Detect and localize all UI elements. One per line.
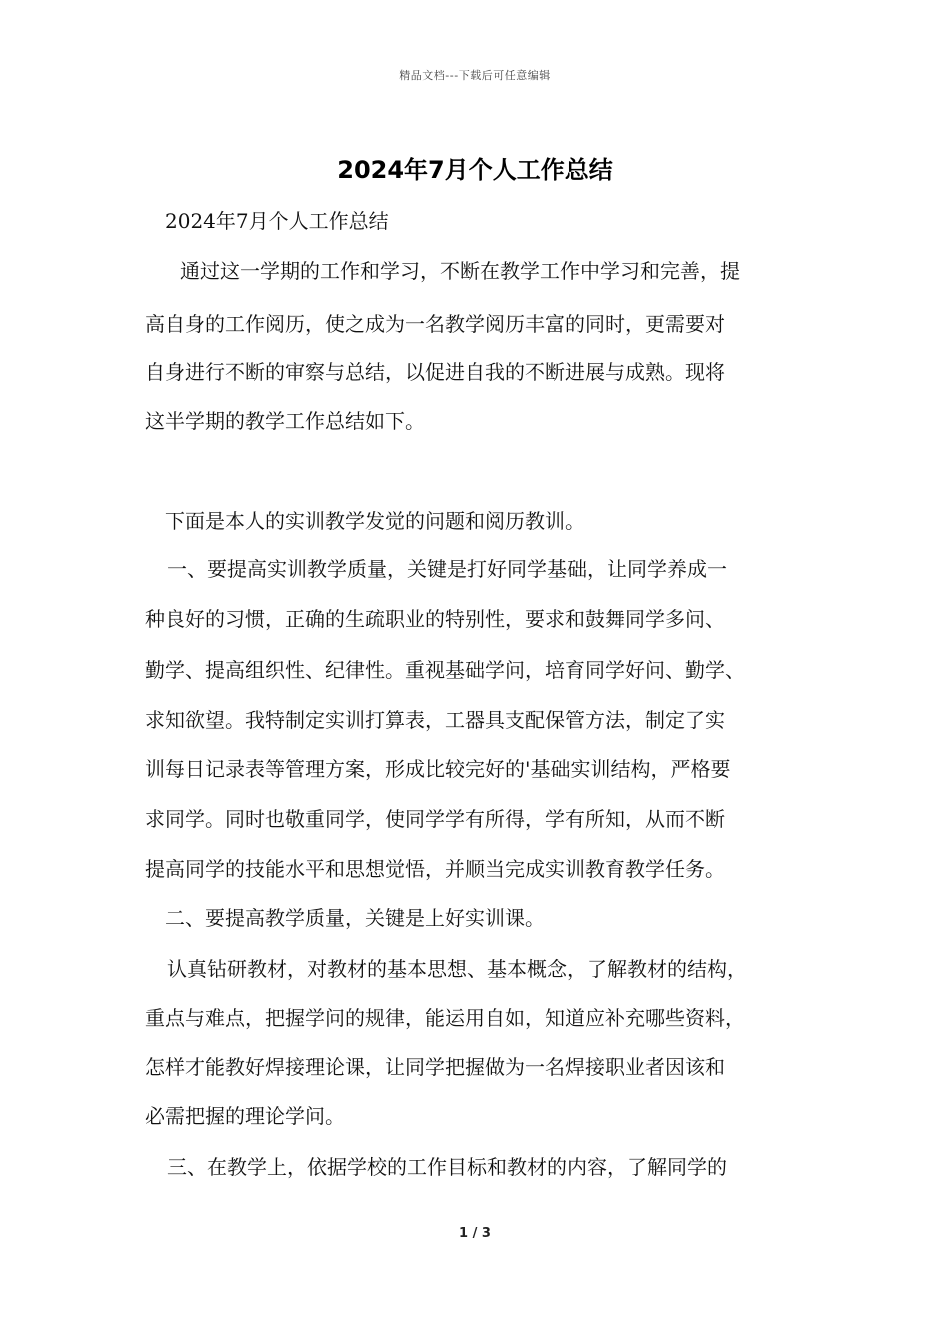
paragraph-line: 重点与难点，把握学问的规律，能运用自如，知道应补充哪些资料， (145, 1006, 745, 1030)
paragraph-line: 怎样才能教好焊接理论课，让同学把握做为一名焊接职业者因该和 (145, 1055, 725, 1079)
paragraph-line: 必需把握的理论学问。 (145, 1104, 345, 1128)
paragraph-line: 认真钻研教材，对教材的基本思想、基本概念，了解教材的结构， (167, 957, 747, 981)
subtitle-line: 2024年7月个人工作总结 (165, 209, 389, 233)
paragraph-line: 下面是本人的实训教学发觉的问题和阅历教训。 (165, 509, 585, 533)
paragraph-line: 种良好的习惯，正确的生疏职业的特别性，要求和鼓舞同学多问、 (145, 607, 725, 631)
paragraph-line: 训每日记录表等管理方案，形成比较完好的'基础实训结构，严格要 (145, 757, 731, 781)
paragraph-line: 三、在教学上，依据学校的工作目标和教材的内容，了解同学的 (167, 1155, 727, 1179)
paragraph-line: 这半学期的教学工作总结如下。 (145, 409, 425, 433)
page-number: 1 / 3 (459, 1226, 491, 1241)
paragraph-line: 勤学、提高组织性、纪律性。重视基础学问，培育同学好问、勤学、 (145, 658, 745, 682)
paragraph-line: 一、要提高实训教学质量，关键是打好同学基础，让同学养成一 (167, 557, 727, 581)
paragraph-line: 求知欲望。我特制定实训打算表，工器具支配保管方法，制定了实 (145, 708, 725, 732)
paragraph-line: 提高同学的技能水平和思想觉悟，并顺当完成实训教育教学任务。 (145, 857, 725, 881)
paragraph-line: 自身进行不断的审察与总结，以促进自我的不断进展与成熟。现将 (145, 360, 725, 384)
paragraph-line: 二、要提高教学质量，关键是上好实训课。 (165, 906, 545, 930)
paragraph-line: 高自身的工作阅历，使之成为一名教学阅历丰富的同时，更需要对 (145, 312, 725, 336)
paragraph-line: 通过这一学期的工作和学习，不断在教学工作中学习和完善，提 (180, 259, 740, 283)
header-note: 精品文档---下载后可任意编辑 (399, 69, 551, 82)
document-title: 2024年7月个人工作总结 (337, 156, 613, 184)
paragraph-line: 求同学。同时也敬重同学，使同学学有所得，学有所知，从而不断 (145, 807, 725, 831)
